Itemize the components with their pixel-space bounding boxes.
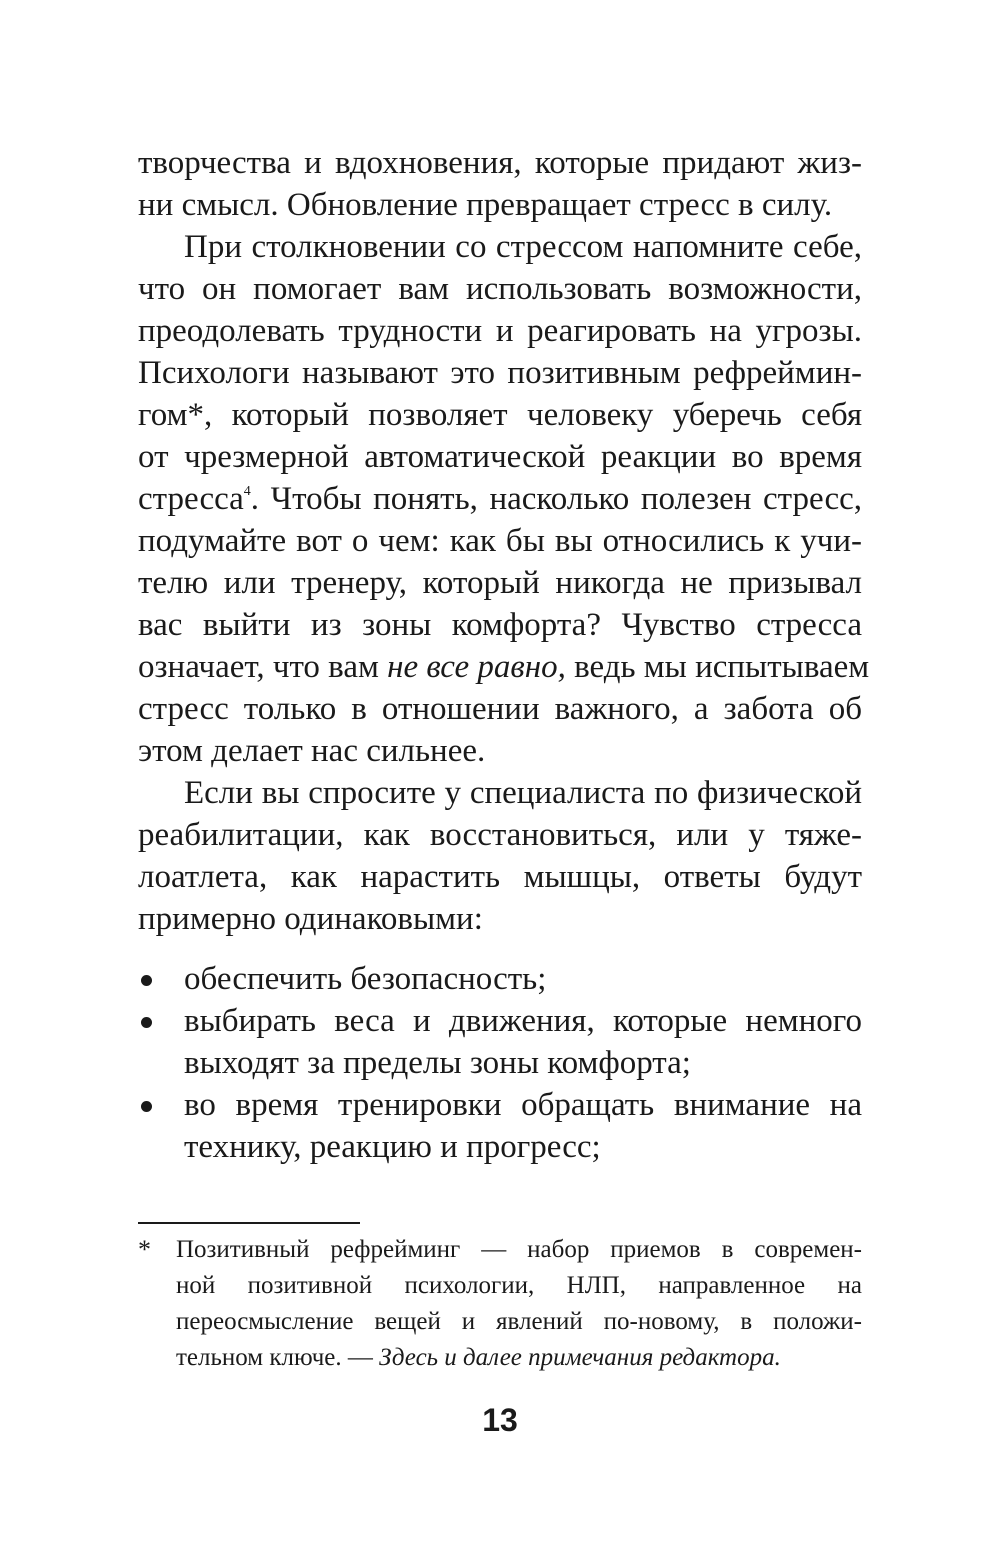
footnote-line: Позитивный рефрейминг — набор приемов в современ- [176, 1236, 862, 1263]
text-line: подумайте вот о чем: как бы вы относились к учи- [138, 523, 862, 559]
footnote-body [176, 1232, 862, 1376]
text-line: Психологи называют это позитивным рефреймин- [138, 355, 862, 391]
text-line [138, 958, 862, 1000]
list-item [138, 1084, 862, 1168]
text-line: При столкновении со стрессом напомните себе, [184, 229, 862, 265]
paragraph-1 [138, 142, 862, 226]
text-line [138, 1126, 862, 1168]
paragraph-2 [138, 226, 870, 772]
list-item-text: во время тренировки обращать внимание на [184, 1087, 862, 1123]
bullet-icon [141, 1017, 152, 1028]
text-line: реабилитации, как восстановиться, или у тяже- [138, 817, 862, 853]
text-line: лоатлета, как нарастить мышцы, ответы будут [138, 859, 862, 895]
text-line [138, 1000, 862, 1042]
page-number: 13 [482, 1402, 518, 1438]
footnote-line: переосмысление вещей и явлений по-новому, в положи- [176, 1308, 862, 1335]
text-line: преодолевать трудности и реагировать на угрозы. [138, 313, 862, 349]
paragraph-3 [138, 772, 862, 940]
text-line: что он помогает вам использовать возможности, [138, 271, 862, 307]
text-line: гом*, который позволяет человеку уберечь себя [138, 397, 862, 433]
footnote-mark: * [138, 1235, 151, 1264]
text-segment: стресса [138, 481, 244, 517]
footnote-divider [138, 1222, 360, 1224]
text-segment: означает, что вам [138, 649, 388, 685]
text-line: Если вы спросите у специалиста по физической [184, 775, 862, 811]
list-item-text: выбирать веса и движения, которые немного [184, 1003, 862, 1039]
text-line [138, 1084, 862, 1126]
text-line [138, 646, 870, 688]
text-line: телю или тренеру, который никогда не призывал [138, 565, 862, 601]
list-item [138, 958, 862, 1000]
text-line: стресс только в отношении важного, а забота об [138, 691, 862, 727]
footnote-line: ной позитивной психологии, НЛП, направленное на [176, 1272, 862, 1299]
footnote-reference[interactable]: 4 [243, 484, 251, 499]
emphasis-text: не все равно, [387, 649, 566, 685]
text-line: примерно одинаковыми: [138, 901, 483, 937]
text-line: ни смысл. Обновление превращает стресс в силу. [138, 187, 833, 223]
list-item-text: обеспечить безопасность; [184, 961, 547, 997]
list-item-text: выходят за пределы зоны комфорта; [184, 1045, 691, 1081]
text-line: вас выйти из зоны комфорта? Чувство стресса [138, 607, 862, 643]
text-line [138, 478, 862, 520]
bullet-icon [141, 1101, 152, 1112]
text-segment: . Чтобы понять, насколько полезен стресс, [250, 481, 862, 517]
editor-note: Здесь и далее примечания редактора. [379, 1344, 781, 1371]
text-line: этом делает нас сильнее. [138, 733, 486, 769]
bullet-icon [141, 975, 152, 986]
footnote-line [176, 1340, 862, 1376]
text-segment: тельном ключе. — [176, 1344, 380, 1371]
text-line: творчества и вдохновения, которые придают жиз- [138, 145, 862, 181]
list-item-text: технику, реакцию и прогресс; [184, 1129, 601, 1165]
text-segment: ведь мы испытываем [565, 649, 870, 685]
main-text [138, 142, 870, 1168]
text-line: от чрезмерной автоматической реакции во время [138, 439, 862, 475]
text-line [138, 1042, 862, 1084]
list-item [138, 1000, 862, 1084]
bullet-list [138, 958, 862, 1168]
list-spacer [138, 940, 862, 958]
